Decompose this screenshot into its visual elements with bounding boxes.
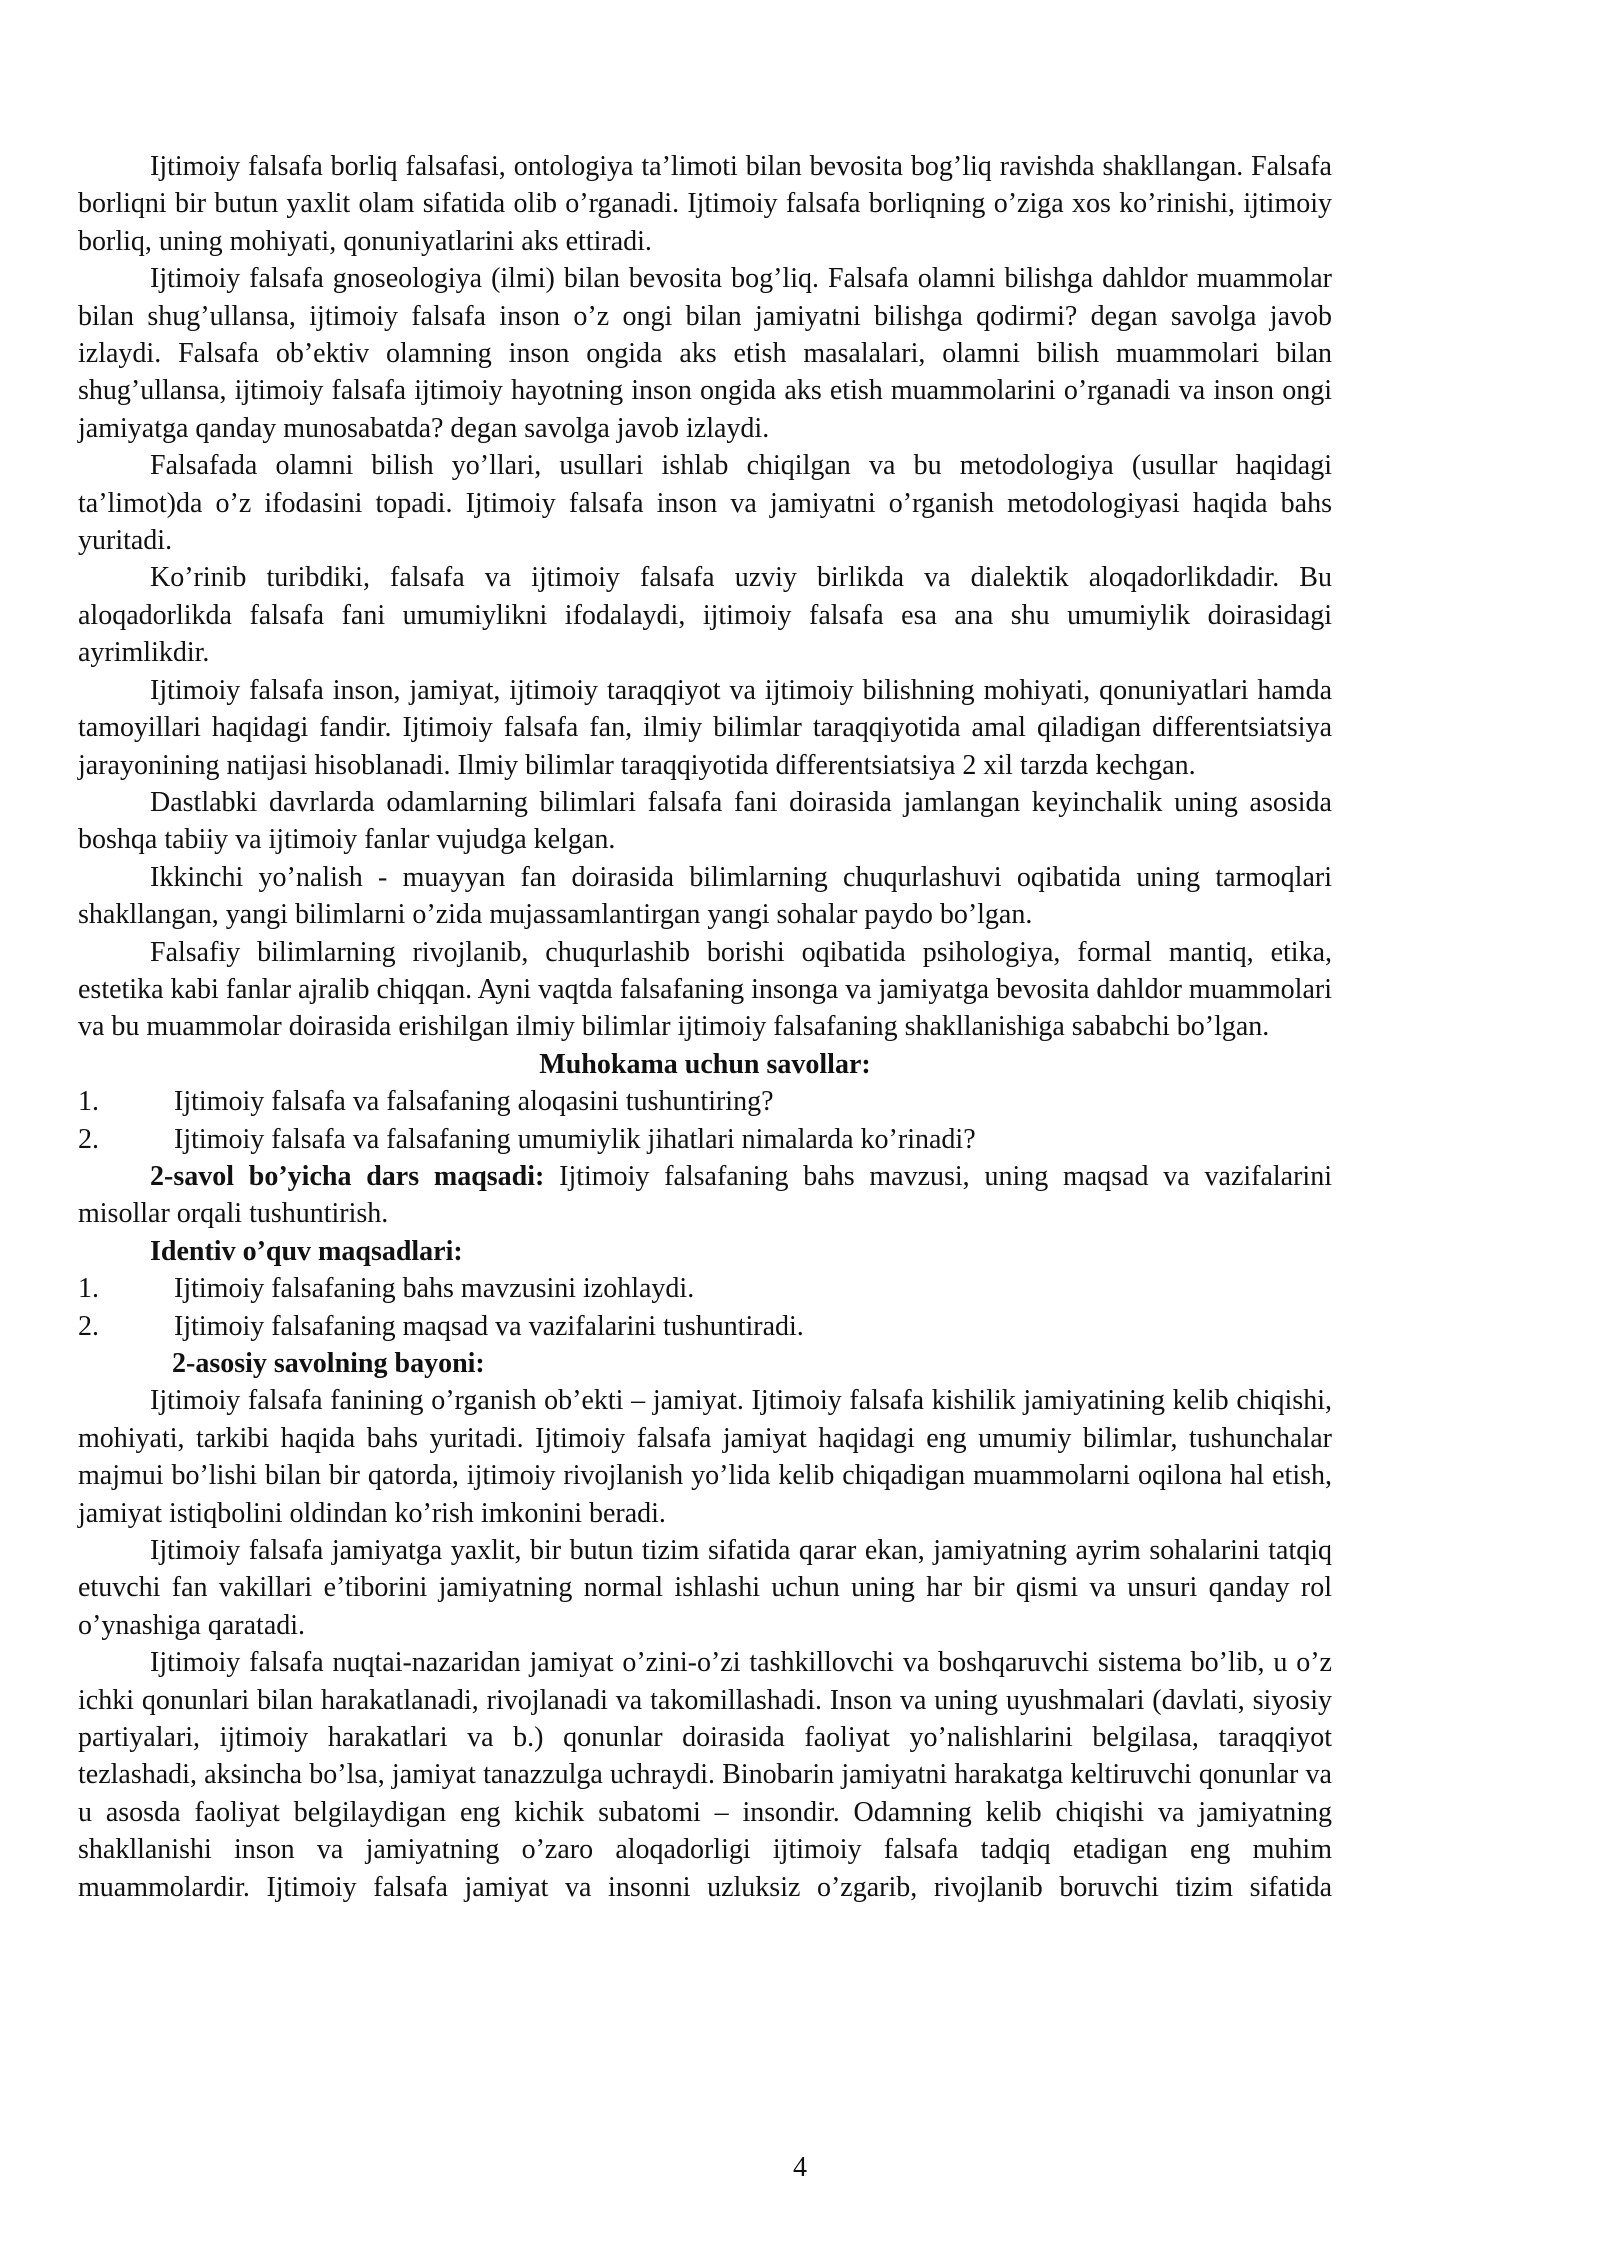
paragraph: Ijtimoiy falsafa fanining o’rganish ob’ekti – jamiyat. Ijtimoiy falsafa kishilik jamiyatining kelib chiqishi, mohiyati, tarkibi haqida bahs yuritadi. Ijtimoiy falsafa jamiyat haqidagi eng umumiy bilimlar, tushunchalar majmui bo’lishi bilan bir qatorda, ijtimoiy rivojlanish yo’lida kelib chiqadigan muammolarni oqilona hal etish, jamiyat istiqbolini oldindan ko’rish imkonini beradi. xyxy=(78,1385,1332,1529)
page-number: 4 xyxy=(793,2152,807,2183)
paragraph: Falsafiy bilimlarning rivojlanib, chuqurlashib borishi oqibatida psihologiya, formal mantiq, etika, estetika kabi fanlar ajralib chiqqan. Ayni vaqtda falsafaning insonga va jamiyatga bevosita dahldor muammolari va bu muammolar doirasida erishilgan ilmiy bilimlar ijtimoiy falsafaning shakllanishiga sababchi bo’lgan. xyxy=(78,936,1332,1043)
list-item xyxy=(78,1270,1332,1307)
list-item xyxy=(78,1308,1332,1345)
list-item xyxy=(78,1121,1332,1158)
paragraph: Ko’rinib turibdiki, falsafa va ijtimoiy falsafa uzviy birlikda va dialektik aloqadorlikdadir. Bu aloqadorlikda falsafa fani umumiylikni ifodalaydi, ijtimoiy falsafa esa ana shu umumiylik doirasidagi ayrimlikdir. xyxy=(78,562,1332,669)
discussion-list xyxy=(78,1083,1332,1158)
paragraph: Dastlabki davrlarda odamlarning bilimlari falsafa fani doirasida jamlangan keyinchalik uning asosida boshqa tabiiy va ijtimoiy fanlar vujudga kelgan. xyxy=(78,786,1332,856)
objectives-title: Identiv o’quv maqsadlari: xyxy=(150,1235,463,1267)
paragraph: Ijtimoiy falsafa borliq falsafasi, ontologiya ta’limoti bilan bevosita bog’liq ravishda shakllangan. Falsafa borliqni bir butun yaxlit olam sifatida olib o’rganadi. Ijtimoiy falsafa borliqning o’ziga xos ko’rinishi, ijtimoiy borliq, uning mohiyati, qonuniyatlarini aks ettiradi. xyxy=(78,151,1332,257)
list-text: Ijtimoiy falsafaning bahs mavzusini izohlaydi. xyxy=(174,1273,695,1305)
paragraph: Ikkinchi yo’nalish - muayyan fan doirasida bilimlarning chuqurlashuvi oqibatida uning tarmoqlari shakllangan, yangi bilimlarni o’zida mujassamlantirgan yangi sohalar paydo bo’lgan. xyxy=(78,861,1332,931)
paragraph: Ijtimoiy falsafa nuqtai-nazaridan jamiyat o’zini-o’zi tashkillovchi va boshqaruvchi sistema bo’lib, u o’z ichki qonunlari bilan harakatlanadi, rivojlanadi va takomillashadi. Inson va uning uyushmalari (davlati, siyosiy partiyalari, ijtimoiy harakatlari va b.) qonunlar doirasida faoliyat yo’nalishlarini belgilasa, taraqqiyot tezlashadi, aksincha bo’lsa, jamiyat tanazzulga uchraydi. Binobarin jamiyatni harakatga keltiruvchi qonunlar va u asosda faoliyat belgilaydigan eng kichik subatomi – insondir. Odamning kelib chiqishi va jamiyatning shakllanishi inson va jamiyatning o’zaro aloqadorligi ijtimoiy falsafa tadqiq etadigan eng muhim muammolardir. Ijtimoiy falsafa jamiyat va insonni uzluksiz o’zgarib, rivojlanib boruvchi tizim sifatida xyxy=(78,1647,1332,1903)
lesson-goal xyxy=(78,1158,1332,1233)
list-number: 2. xyxy=(78,1123,99,1155)
lesson-goal-label: 2-savol bo’yicha dars maqsadi: xyxy=(150,1160,545,1192)
list-number: 2. xyxy=(78,1310,99,1342)
paragraph: Ijtimoiy falsafa gnoseologiya (ilmi) bilan bevosita bog’liq. Falsafa olamni bilishga dahldor muammolar bilan shug’ullansa, ijtimoiy falsafa inson o’z ongi bilan jamiyatni bilishga qodirmi? degan savolga javob izlaydi. Falsafa ob’ektiv olamning inson ongida aks etish masalalari, olamni bilish muammolari bilan shug’ullansa, ijtimoiy falsafa ijtimoiy hayotning inson ongida aks etish muammolarini o’rganadi va inson ongi jamiyatga qanday munosabatda? degan savolga javob izlaydi. xyxy=(78,263,1332,444)
page-body xyxy=(78,148,1332,1906)
list-number: 1. xyxy=(78,1273,99,1305)
section-heading: 2-asosiy savolning bayoni: xyxy=(172,1348,485,1379)
list-text: Ijtimoiy falsafaning maqsad va vazifalarini tushuntiradi. xyxy=(174,1310,804,1342)
paragraph: Ijtimoiy falsafa jamiyatga yaxlit, bir butun tizim sifatida qarar ekan, jamiyatning ayrim sohalarini tatqiq etuvchi fan vakillari e’tiborini jamiyatning normal ishlashi uchun uning har bir qismi va unsuri qanday rol o’ynashiga qaratadi. xyxy=(78,1535,1332,1641)
lesson-goal-text: Ijtimoiy falsafaning bahs mavzusi, uning maqsad va vazifalarini misollar orqali tushuntirish. xyxy=(78,1160,1332,1230)
objectives-list xyxy=(78,1270,1332,1345)
paragraph: Falsafada olamni bilish yo’llari, usullari ishlab chiqilgan va bu metodologiya (usullar haqidagi ta’limot)da o’z ifodasini topadi. Ijtimoiy falsafa inson va jamiyatni o’rganish metodologiyasi haqida bahs yuritadi. xyxy=(78,450,1332,557)
discussion-title: Muhokama uchun savollar: xyxy=(539,1048,871,1080)
list-text: Ijtimoiy falsafa va falsafaning umumiylik jihatlari nimalarda ko’rinadi? xyxy=(174,1123,976,1155)
list-number: 1. xyxy=(78,1086,99,1118)
list-item xyxy=(78,1083,1332,1120)
list-text: Ijtimoiy falsafa va falsafaning aloqasini tushuntiring? xyxy=(174,1086,774,1118)
paragraph: Ijtimoiy falsafa inson, jamiyat, ijtimoiy taraqqiyot va ijtimoiy bilishning mohiyati, qonuniyatlari hamda tamoyillari haqidagi fandir. Ijtimoiy falsafa fan, ilmiy bilimlar taraqqiyotida amal qiladigan differentsiatsiya jarayonining natijasi hisoblanadi. Ilmiy bilimlar taraqqiyotida differentsiatsiya 2 xil tarzda kechgan. xyxy=(78,674,1332,781)
